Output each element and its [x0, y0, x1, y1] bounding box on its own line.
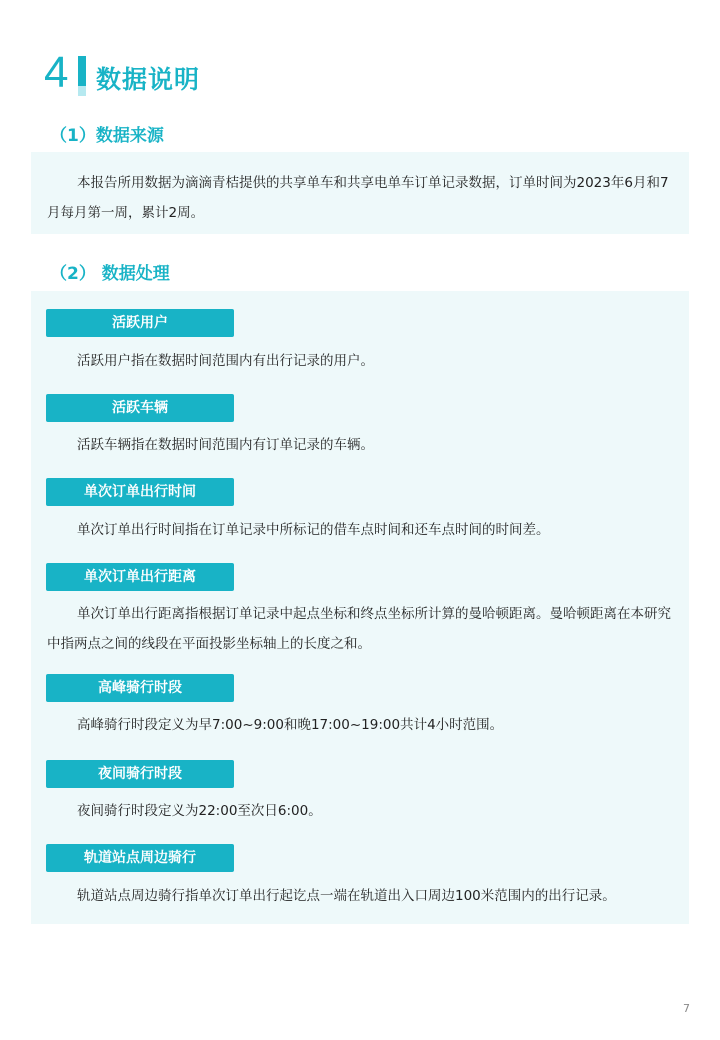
definition-trip-distance: 单次订单出行距离指根据订单记录中起点坐标和终点坐标所计算的曼哈顿距离。曼哈顿距离在本研究中指两点之间的线段在平面投影坐标轴上的长度之和。 [47, 606, 671, 652]
page-number: 7 [683, 1002, 690, 1015]
data-source-panel [31, 152, 689, 234]
term-tag-active-vehicles: 活跃车辆 [46, 394, 234, 422]
term-tag-active-users: 活跃用户 [46, 309, 234, 337]
term-tag-station-riding: 轨道站点周边骑行 [46, 844, 234, 872]
section-title: 数据说明 [96, 65, 201, 94]
definition-active-vehicles: 活跃车辆指在数据时间范围内有订单记录的车辆。 [77, 437, 374, 453]
term-tag-peak-riding: 高峰骑行时段 [46, 674, 234, 702]
definition-night-riding: 夜间骑行时段定义为22:00至次日6:00。 [77, 803, 322, 819]
definition-station-riding: 轨道站点周边骑行指单次订单出行起讫点一端在轨道出入口周边100米范围内的出行记录。 [77, 888, 616, 904]
term-tag-night-riding: 夜间骑行时段 [46, 760, 234, 788]
accent-bar-dark [78, 56, 86, 86]
data-processing-heading: （2） 数据处理 [50, 264, 170, 284]
term-tag-trip-distance: 单次订单出行距离 [46, 563, 234, 591]
data-source-paragraph: 本报告所用数据为滴滴青桔提供的共享单车和共享电单车订单记录数据，订单时间为2023年6月和7月每月第一周，累计2周。 [47, 175, 669, 221]
data-source-heading: （1）数据来源 [50, 126, 164, 146]
definition-trip-time: 单次订单出行时间指在订单记录中所标记的借车点时间和还车点时间的时间差。 [77, 522, 550, 538]
accent-bar-light [78, 86, 86, 96]
definition-active-users: 活跃用户指在数据时间范围内有出行记录的用户。 [77, 353, 374, 369]
definition-peak-riding: 高峰骑行时段定义为早7:00~9:00和晚17:00~19:00共计4小时范围。 [77, 717, 504, 733]
section-number: 4 [44, 48, 69, 97]
term-tag-trip-time: 单次订单出行时间 [46, 478, 234, 506]
section-header [44, 48, 444, 100]
data-processing-panel [31, 291, 689, 924]
section-accent-bar [78, 56, 86, 96]
